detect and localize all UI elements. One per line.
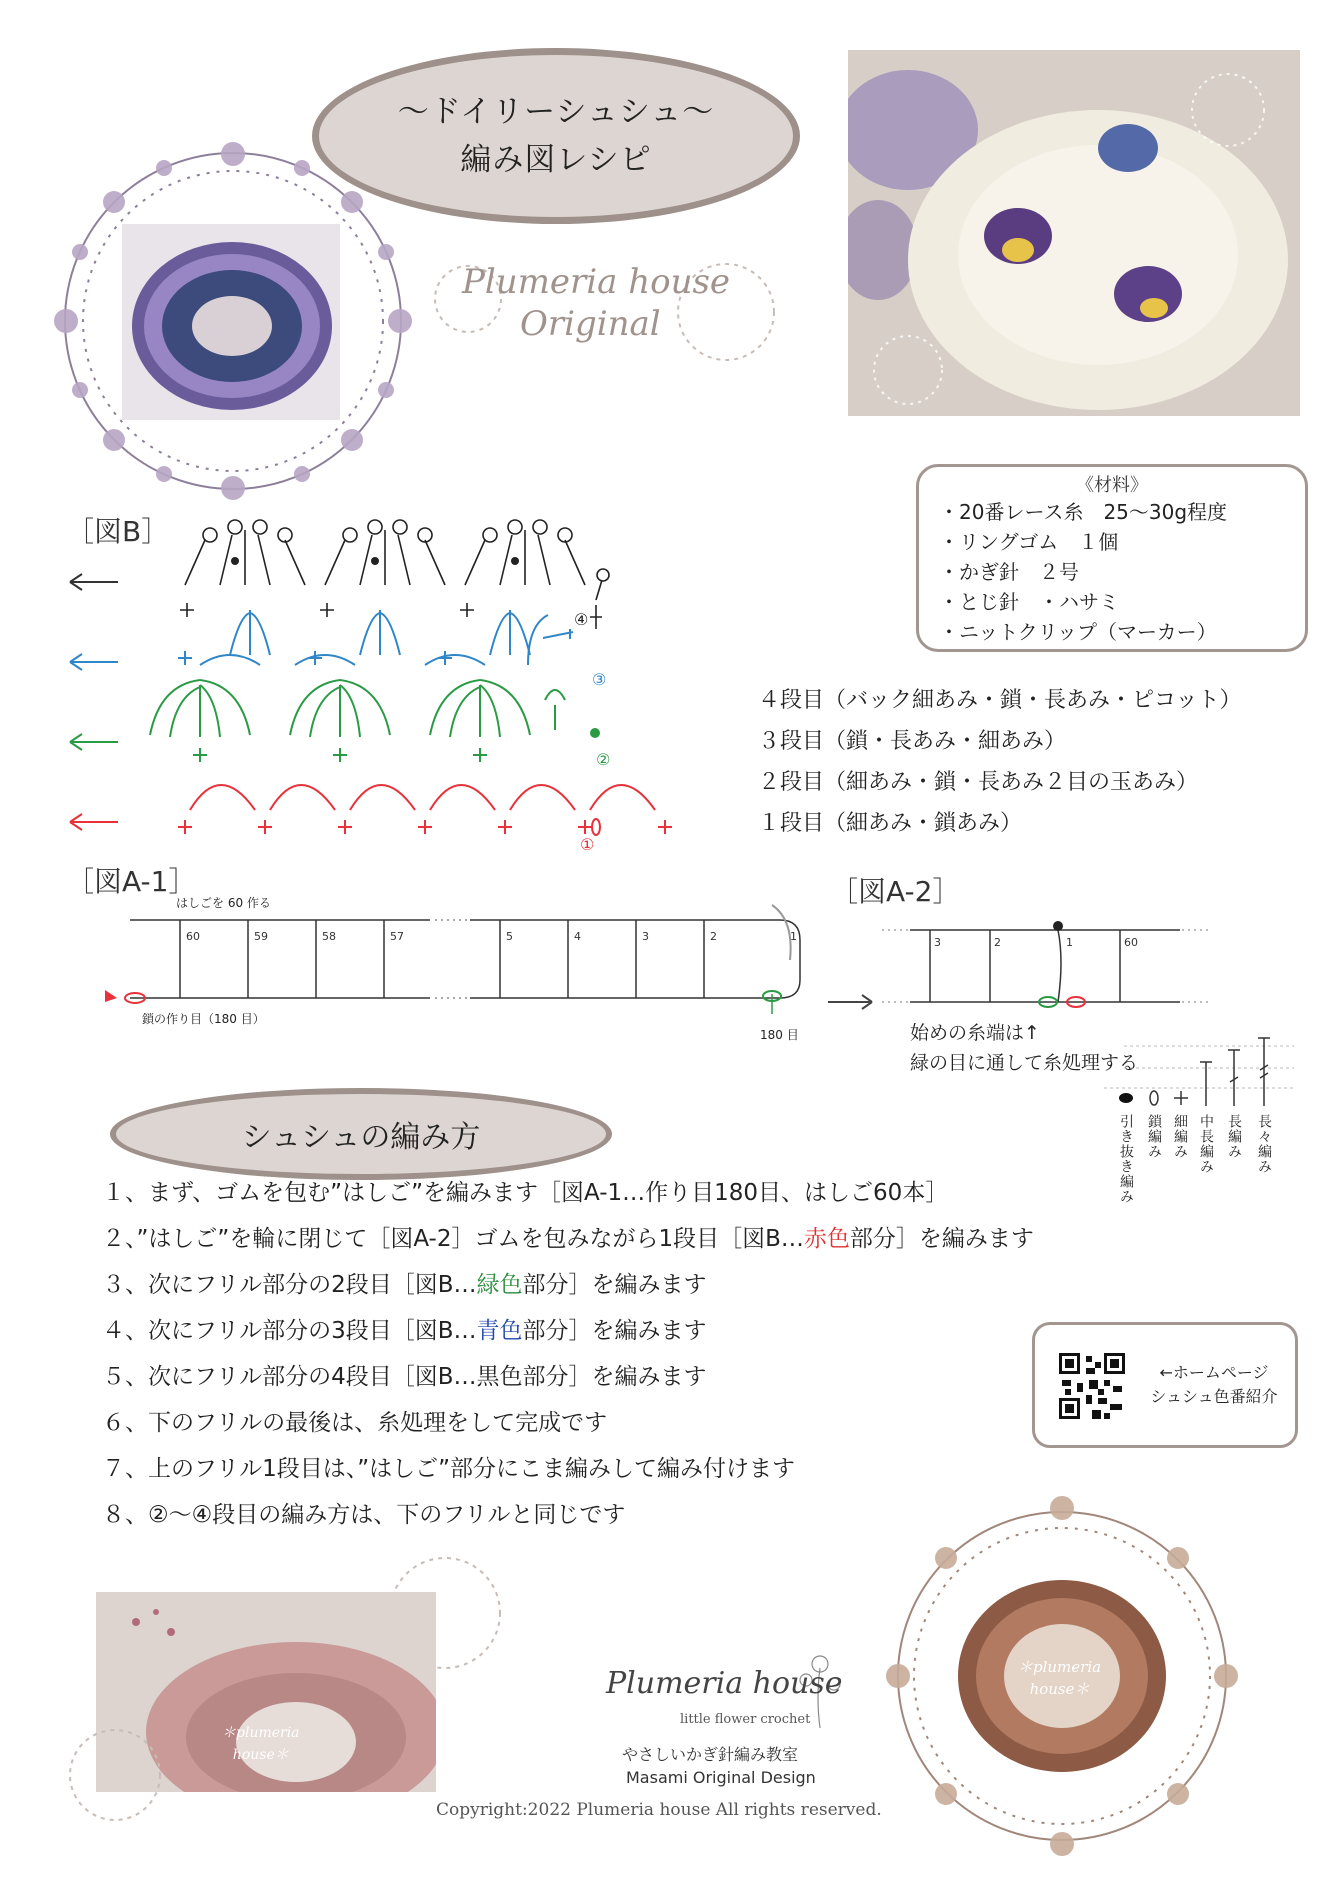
step-2-color-word: 赤色 — [803, 1226, 850, 1252]
marker-row-3: ③ — [592, 670, 607, 689]
fig-a1-end-note: 180 目 — [760, 1028, 799, 1042]
step-4: ４、次にフリル部分の3段目［図B…青色部分］を編みます — [102, 1318, 707, 1344]
row-4-desc: ４段目（バック細あみ・鎖・長あみ・ピコット） — [758, 688, 1242, 713]
arrow-a1-to-a2 — [826, 992, 876, 1012]
fig-b-label: ［図B］ — [66, 515, 170, 548]
footer-copyright: Copyright:2022 Plumeria house All rights reserved. — [436, 1800, 882, 1820]
fig-b-chart — [60, 505, 760, 865]
fig-a1-top-note: はしごを 60 作る — [176, 896, 271, 910]
marker-row-2: ② — [596, 750, 611, 769]
howto-steps — [102, 1170, 1034, 1538]
fig-a2-count: 2 — [994, 936, 1001, 949]
qr-caption — [1139, 1361, 1289, 1409]
qr-code-icon[interactable] — [1059, 1353, 1125, 1419]
material-item: ・かぎ針 ２号 — [939, 560, 1079, 584]
fig-a1-count: 1 — [790, 930, 797, 943]
row-2-desc: ２段目（細あみ・鎖・長あみ２目の玉あみ） — [758, 770, 1199, 795]
fig-a1-count: 58 — [322, 930, 336, 943]
bottom-left-ornament-2 — [60, 1720, 170, 1830]
legend-treble: 長々編み — [1256, 1114, 1272, 1174]
footer-tagline: little flower crochet — [680, 1712, 811, 1727]
title-line-1: 〜ドイリーシュシュ〜 — [397, 94, 715, 130]
fig-a2-label: ［図A-2］ — [830, 875, 961, 908]
materials-heading: 《材料》 — [1076, 475, 1148, 496]
fig-a1-bottom-note: 鎖の作り目（180 目） — [142, 1012, 265, 1026]
legend-half-double: 中長編み — [1198, 1114, 1214, 1174]
step-7: ７、上のフリル1段目は、”はしご”部分にこま編みして編み付けます — [102, 1456, 796, 1482]
photo-stamp-text-line2: house＊ — [232, 1747, 289, 1763]
photo-stamp-text-2-line2: house＊ — [1029, 1680, 1090, 1698]
step-8: ８、②〜④段目の編み方は、下のフリルと同じです — [102, 1502, 626, 1528]
step-2: ２、”はしご”を輪に閉じて［図A-2］ゴムを包みながら1段目［図B…赤色部分］を編みます — [102, 1226, 1034, 1252]
material-item: ・20番レース糸 25〜30g程度 — [939, 500, 1228, 524]
step-3: ３、次にフリル部分の2段目［図B…緑色部分］を編みます — [102, 1272, 707, 1298]
howto-title-oval — [110, 1088, 612, 1180]
fig-a2-note-1: 始めの糸端は↑ — [910, 1022, 1040, 1044]
fig-a1-label: ［図A-1］ — [66, 865, 197, 898]
title-oval — [312, 48, 800, 224]
step-5: ５、次にフリル部分の4段目［図B…黒色部分］を編みます — [102, 1364, 707, 1390]
legend-double: 長編み — [1226, 1114, 1242, 1159]
step-4-color-word: 青色 — [476, 1318, 523, 1344]
row-1-desc: １段目（細あみ・鎖あみ） — [758, 811, 1023, 836]
legend-slip-stitch: 引き抜き編み — [1118, 1114, 1134, 1204]
step-1: １、まず、ゴムを包む”はしご”を編みます［図A-1…作り目180目、はしご60本］ — [102, 1180, 949, 1206]
photo-stamp-text-line1: ＊plumeria — [222, 1725, 300, 1741]
logo-top-line2: Original — [520, 304, 661, 344]
logo-top-line1: Plumeria house — [462, 262, 731, 302]
photo-stamp-text — [222, 1722, 300, 1766]
footer-school: やさしいかぎ針編み教室 — [622, 1745, 799, 1764]
materials-box — [916, 464, 1308, 652]
step-3-color-word: 緑色 — [476, 1272, 523, 1298]
fig-a1-count: 57 — [390, 930, 404, 943]
fig-a2-note-2: 緑の目に通して糸処理する — [910, 1052, 1139, 1074]
fig-a1-count: 59 — [254, 930, 268, 943]
purple-scrunchie-photo — [122, 224, 340, 420]
fig-b-row-descriptions — [758, 680, 1242, 844]
white-scrunchie-photo — [848, 50, 1300, 416]
howto-title: シュシュの編み方 — [241, 1120, 481, 1155]
symbol-legend — [1104, 1036, 1294, 1112]
qr-box[interactable] — [1032, 1322, 1298, 1448]
material-item: ・リングゴム １個 — [939, 530, 1119, 554]
marker-row-1: ① — [580, 835, 595, 854]
legend-single-crochet: 細編み — [1172, 1114, 1188, 1159]
fig-a2-diagram — [880, 910, 1220, 1020]
fig-a1-count: 4 — [574, 930, 581, 943]
row-3-desc: ３段目（鎖・長あみ・細あみ） — [758, 729, 1067, 754]
fig-a2-count: 3 — [934, 936, 941, 949]
marker-row-4: ④ — [574, 610, 589, 629]
fig-a2-count: 60 — [1124, 936, 1138, 949]
fig-a1-count: 2 — [710, 930, 717, 943]
qr-caption-line2: シュシュ色番紹介 — [1150, 1387, 1278, 1406]
photo-stamp-text-2-line1: ＊plumeria — [1018, 1658, 1102, 1676]
step-6: ６、下のフリルの最後は、糸処理をして完成です — [102, 1410, 608, 1436]
photo-stamp-text-2 — [1018, 1656, 1101, 1700]
fig-a1-count: 3 — [642, 930, 649, 943]
material-item: ・ニットクリップ（マーカー） — [939, 620, 1217, 644]
footer-brand: Plumeria house — [606, 1666, 843, 1701]
footer-design: Masami Original Design — [626, 1768, 816, 1787]
qr-caption-line1: ←ホームページ — [1159, 1363, 1269, 1382]
fig-a1-count: 5 — [506, 930, 513, 943]
fig-a1-count: 60 — [186, 930, 200, 943]
fig-a2-count: 1 — [1066, 936, 1073, 949]
legend-chain: 鎖編み — [1146, 1114, 1162, 1159]
title-line-2: 編み図レシピ — [460, 142, 652, 178]
material-item: ・とじ針 ・ハサミ — [939, 590, 1119, 614]
